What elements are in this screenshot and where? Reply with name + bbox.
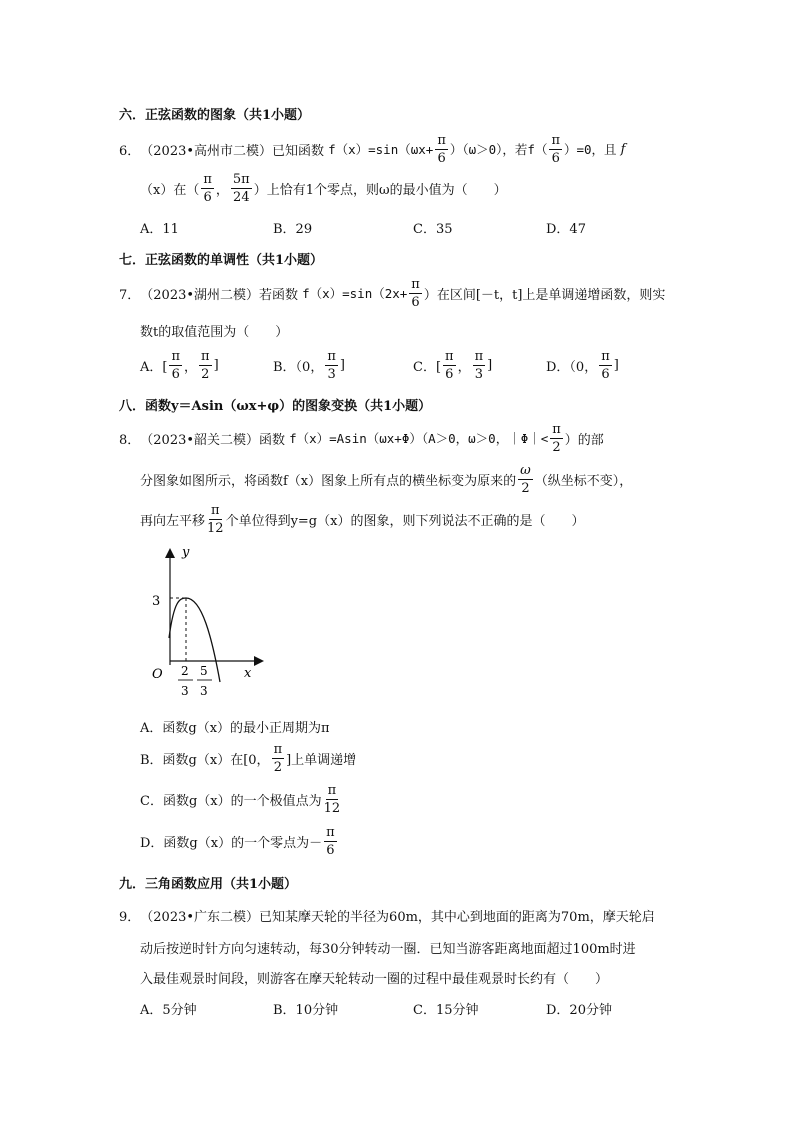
- x-tick2-num: 5: [200, 664, 208, 678]
- q7-option-a[interactable]: A．[ $\frac{\pi}{6}$ ， $\frac{\pi}{2}$ ]: [140, 348, 219, 382]
- q9-text1: 已知某摩天轮的半径为60m，其中心到地面的距离为70m，摩天轮启: [259, 910, 655, 925]
- q9-option-d[interactable]: D．20分钟: [546, 1003, 612, 1018]
- q7-frac-pi-6: $\frac{\pi}{6}$: [411, 276, 420, 310]
- q6-line1: [119, 132, 625, 166]
- q8-number: 8．: [119, 432, 141, 448]
- q6-option-d[interactable]: D．47: [546, 222, 586, 237]
- q9-option-c[interactable]: C．15分钟: [413, 1003, 479, 1018]
- q7-option-d[interactable]: D．（0， $\frac{\pi}{6}$ ]: [546, 348, 619, 382]
- q8-option-b[interactable]: B．函数g（x）在[0， $\frac{\pi}{2}$ ]上单调递增: [140, 741, 357, 775]
- q6-comma: ，: [215, 182, 229, 198]
- q8-source: （2023•韶关二模）: [140, 432, 260, 448]
- section-8-heading: 八．函数y＝Asin（ωx+φ）的图象变换（共1小题）: [119, 399, 432, 414]
- q8-frac-pi-12: $\frac{\pi}{12}$: [207, 502, 224, 536]
- q8-line3-text: 再向左平移: [140, 513, 206, 529]
- q9-source: （2023•广东二模）: [140, 910, 260, 925]
- q8-frac-omega-2: $\frac{\omega}{2}$: [520, 462, 531, 496]
- q7-text: 若函数: [259, 287, 299, 303]
- q9-line2: 动后按逆时针方向匀速转动，每30分钟转动一圈．已知当游客距离地面超过100m时进: [140, 942, 636, 957]
- q6-option-b[interactable]: B．29: [273, 222, 313, 237]
- q8-line3-end: 个单位得到y=g（x）的图象，则下列说法不正确的是（ ）: [225, 513, 585, 529]
- x-tick2-den: 3: [200, 684, 208, 698]
- section-9-heading: 九．三角函数应用（共1小题）: [119, 877, 298, 892]
- q8-line2-end: （纵坐标不变），: [534, 473, 633, 489]
- q6-condition: ）（ω＞0），若: [449, 142, 528, 157]
- y-axis-arrow: [165, 548, 175, 558]
- y-axis-label: y: [182, 545, 190, 560]
- origin-label: O: [152, 667, 163, 682]
- q9-line1: [119, 906, 655, 925]
- q7-source: （2023•湖州二模）: [140, 287, 260, 303]
- q8-option-c[interactable]: C．函数g（x）的一个极值点为 $\frac{\pi}{12}$: [140, 782, 341, 816]
- q7-text2: ）在区间[－t，t]上是单调递增函数，则实: [423, 287, 666, 303]
- q6-interval-end: ）上恰有1个零点，则ω的最小值为（ ）: [253, 182, 507, 198]
- q7-option-b[interactable]: B．（0， $\frac{\pi}{3}$ ]: [273, 348, 345, 382]
- sine-curve: [169, 598, 220, 682]
- q6-option-c[interactable]: C．35: [413, 222, 453, 237]
- x-tick1-den: 3: [181, 684, 189, 698]
- x-tick1-num: 2: [181, 664, 189, 678]
- q6-f-end: f: [620, 141, 626, 157]
- q6-x-plus: x+: [418, 141, 434, 157]
- q8-option-a[interactable]: A．函数g（x）的最小正周期为π: [140, 721, 330, 736]
- q6-f-value: f（: [527, 142, 548, 157]
- q8-line2: [140, 460, 632, 498]
- q8-option-d[interactable]: D．函数g（x）的一个零点为－ $\frac{\pi}{6}$: [140, 824, 335, 858]
- q6-frac-pi-6: $\frac{\pi}{6}$: [437, 132, 446, 166]
- q7-line2: 数t的取值范围为（ ）: [140, 325, 289, 340]
- q6-line2: [140, 170, 507, 206]
- q6-interval-start: （x）在（: [140, 182, 200, 198]
- q6-option-a[interactable]: A．11: [140, 222, 179, 237]
- x-axis-arrow: [254, 656, 264, 666]
- q7-line1: [119, 275, 665, 311]
- q7-option-c[interactable]: C．[ $\frac{\pi}{6}$ ， $\frac{\pi}{3}$ ]: [413, 348, 493, 382]
- q8-line1: [119, 420, 604, 456]
- q8-function: f（x）=Asin（ωx+Φ）（A＞0，ω＞0，｜Φ｜<: [289, 431, 549, 446]
- x-axis-label: x: [244, 666, 252, 681]
- q7-number: 7．: [119, 287, 141, 303]
- q8-function-graph: [136, 540, 276, 698]
- q8-text: 函数: [259, 432, 286, 448]
- q6-frac-pi-6-b: $\frac{\pi}{6}$: [551, 132, 560, 166]
- q6-text: 已知函数: [272, 143, 325, 159]
- section-7-heading: 七．正弦函数的单调性（共1小题）: [119, 253, 324, 268]
- q9-line3: 入最佳观景时间段，则游客在摩天轮转动一圈的过程中最佳观景时长约有（ ）: [140, 972, 609, 987]
- q6-function: f（x）=sin（ω: [328, 142, 419, 157]
- q6-number: 6．: [119, 143, 141, 159]
- q6-source: （2023•高州市二模）: [140, 143, 273, 159]
- q8-line2-text: 分图象如图所示，将函数f（x）图象上所有点的横坐标变为原来的: [140, 473, 517, 489]
- q8-text2: ）的部: [564, 432, 604, 448]
- section-6-heading: 六．正弦函数的图象（共1小题）: [119, 108, 311, 123]
- q9-option-a[interactable]: A．5分钟: [140, 1003, 197, 1018]
- q8-frac-pi-2: $\frac{\pi}{2}$: [552, 421, 561, 455]
- q8-line3: [140, 500, 584, 538]
- y-tick-label: 3: [152, 594, 161, 609]
- q6-frac-pi-6-c: $\frac{\pi}{6}$: [203, 171, 212, 205]
- q6-frac-5pi-24: $\frac{5\pi}{24}$: [232, 171, 250, 205]
- q9-option-b[interactable]: B．10分钟: [273, 1003, 339, 1018]
- q7-function: f（x）=sin（2x+: [302, 286, 408, 301]
- q6-eq0: ）=0，且: [564, 142, 617, 157]
- q9-number: 9．: [119, 910, 141, 925]
